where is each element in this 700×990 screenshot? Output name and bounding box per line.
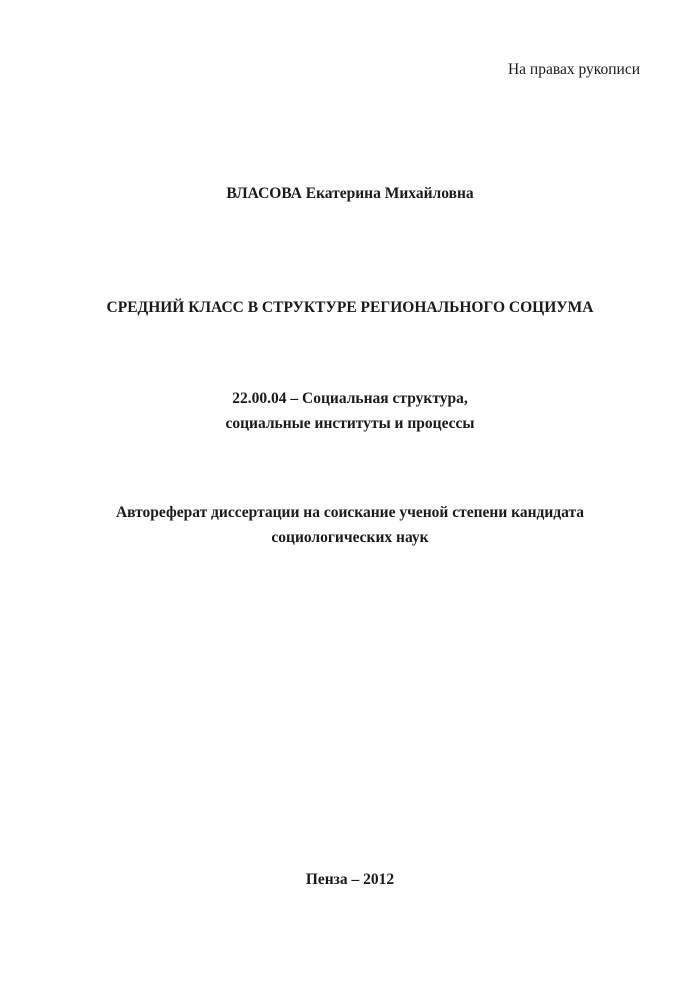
author-name: ВЛАСОВА Екатерина Михайловна [226, 185, 474, 202]
dissertation-title: СРЕДНИЙ КЛАСС В СТРУКТУРЕ РЕГИОНАЛЬНОГО СОЦИУМА [106, 299, 594, 316]
specialty-line-1: 22.00.04 – Социальная структура, [232, 390, 468, 407]
abstract-type-line-2: социологических наук [271, 529, 429, 546]
place-and-year: Пенза – 2012 [305, 871, 395, 888]
manuscript-rights-note: На правах рукописи [507, 61, 640, 78]
specialty-line-2: социальные институты и процессы [225, 415, 475, 432]
abstract-type-line-1: Автореферат диссертации на соискание ученой степени кандидата [115, 504, 585, 521]
